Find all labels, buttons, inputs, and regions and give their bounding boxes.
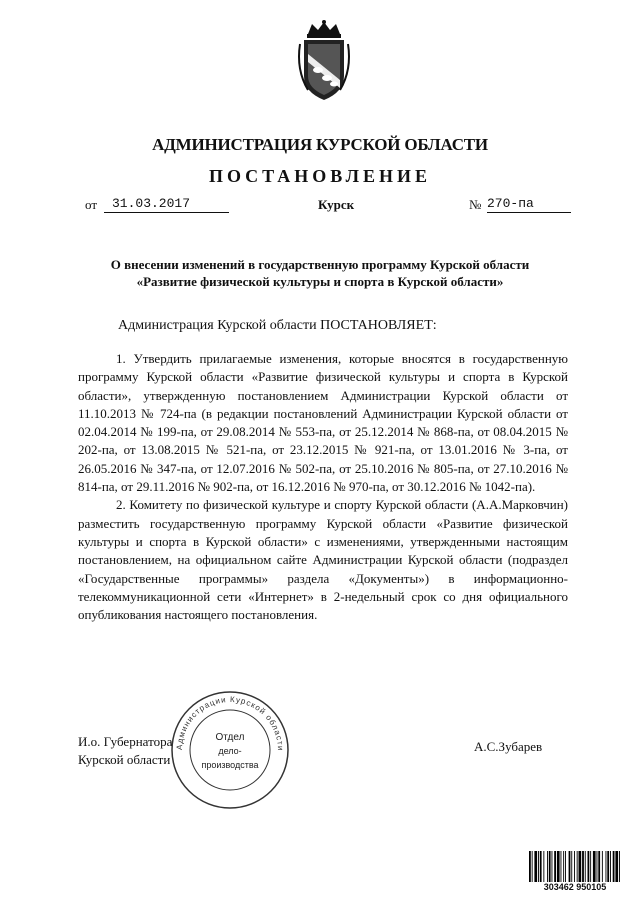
document-title-line-1: О внесении изменений в государственную программу Курской области [110,257,530,272]
signatory-position [78,733,172,769]
barcode-bar [529,851,531,883]
document-title-line-2: «Развитие физической культуры и спорта в Курской области» [136,274,504,289]
coat-of-arms-icon [294,20,354,102]
stamp-line-3: производства [201,760,259,770]
signatory-position-line-2: Курской области [78,752,171,767]
barcode-bar [588,851,590,883]
barcode-bar [619,851,620,883]
signatory-name: А.С.Зубарев [474,739,543,754]
svg-text:Администрации Курской области [175,695,285,752]
document-body [78,350,568,624]
official-stamp [168,688,292,812]
barcode-bar [569,851,571,883]
barcode-number: 303462 950105 [528,882,622,893]
barcode-bar [597,851,598,883]
barcode-bar [593,851,596,883]
barcode-bar [615,851,618,883]
stamp-ring-text: Администрации Курской области [174,694,286,752]
barcode-bar [557,851,560,883]
barcode-bar [585,851,586,883]
agency-name: АДМИНИСТРАЦИЯ КУРСКОЙ ОБЛАСТИ [152,135,488,154]
barcode-bar [552,851,553,883]
barcode-bar [543,851,544,883]
barcode-bar [561,851,562,883]
paragraph-1: 1. Утвердить прилагаемые изменения, которые вносятся в государственную программу Курской области «Развитие физической культуры и спорта в Курской области», утвержденную постановлением Администрации Курской области от 11.10.2013 № 724-па (в редакции постановлений Администрации Курской области от 02.04.2014 № 199-па, от 29.08.2014 № 553-па, от 25.12.2014 № 868-па, от 08.04.2015 № 202-па, от 13.08.2015 № 521-па, от 23.12.2015 № 921-па, от 13.01.2016 № 3-па, от 26.05.2016 № 347-па, от 12.07.2016 № 502-па, от 25.10.2016 № 805-па, от 27.10.2016 № 814-па, от 29.11.2016 № 902-па, от 16.12.2016 № 970-па, от 30.12.2016 № 1042-па). [78,351,568,495]
barcode-bar [579,851,582,883]
stamp-line-2: дело- [218,746,242,756]
paragraph-2: 2. Комитету по физической культуре и спорту Курской области (А.А.Марковчин) разместить государственную программу Курской области «Развитие физической культуры и спорта в Курской области» с изменениями, утвержденными настоящим постановлением, на официальном сайте Администрации Курской области (подраздел «Государственные программы» раздела «Документы») в информационно-телекоммуникационной сети «Интернет» в 2-недельный срок со дня официального опубликования настоящего постановления. [78,497,568,623]
signatory-position-line-1: И.о. Губернатора [78,734,173,749]
barcode-bar [538,851,539,883]
stamp-line-1: Отдел [215,732,245,743]
document-type: ПОСТАНОВЛЕНИЕ [208,166,432,186]
barcode-bar [613,851,615,883]
barcode-bar [549,851,551,883]
barcode-bar [574,851,575,883]
barcode-bar [577,851,578,883]
barcode-bar [607,851,609,883]
barcode-bar [534,851,537,883]
barcode-bar [590,851,591,883]
barcode-bar [582,851,584,883]
barcode-bar [565,851,566,883]
barcode-bar [602,851,603,883]
barcode-bar [547,851,548,883]
number-label: № [469,197,482,212]
date-label: от [85,197,98,212]
preamble: Администрация Курской области ПОСТАНОВЛЯЕТ: [118,318,437,333]
document-title [70,256,570,290]
document-date: 31.03.2017 [104,195,229,213]
barcode-bar [610,851,611,883]
barcode-bar [563,851,564,883]
barcode-bar [540,851,542,883]
barcode-bar [598,851,600,883]
document-city: Курск [318,197,355,212]
barcode-bar [554,851,556,883]
document-number: 270-па [487,195,571,213]
barcode-bar [571,851,572,883]
barcode-bar [532,851,533,883]
barcode-bar [606,851,607,883]
